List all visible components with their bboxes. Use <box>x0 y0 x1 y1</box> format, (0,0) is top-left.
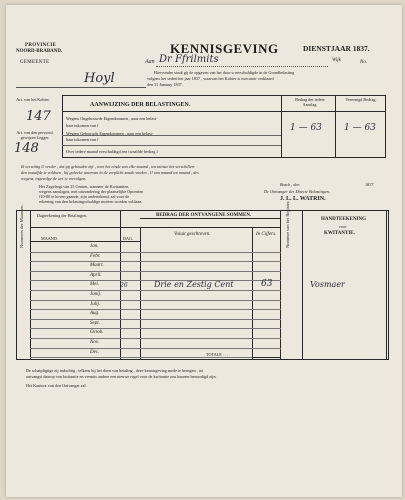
place-year: 1837. <box>365 182 375 187</box>
row-monthly: Over iedere maand verschuldigd een twaalfde bedrag f <box>66 149 158 154</box>
month-label: Nov. <box>90 340 99 345</box>
collector-role: De Ontvanger der Directe Belastingen, <box>264 189 330 194</box>
payment-cents-handwritten: 63 <box>261 279 273 289</box>
province-name: NOORD-BRABAND. <box>16 49 63 54</box>
col-month-label: MAAND. <box>41 236 58 241</box>
service-year: DIENSTJAAR 1837. <box>303 44 370 53</box>
fine-print-line-2: wegens aanslagen, met uitzondering der plaatselijke Opcenten <box>39 189 144 194</box>
place-date: Bosch , den <box>280 182 300 187</box>
row-divider <box>30 357 281 358</box>
payment-words-handwritten: Drie en Zestig Cent <box>154 280 234 289</box>
month-label: Dec. <box>90 349 100 355</box>
col-amounts-title: BEDRAG DER ONTVANGENE SOMMEN. <box>156 213 252 218</box>
row-divider <box>30 309 281 310</box>
fine-print-line-1: Het Zegelregt van 25 Centen, wanneer de Kwitantien, <box>39 184 130 189</box>
payment-day-handwritten: 26 <box>120 282 128 289</box>
row-divider <box>30 328 281 329</box>
municipality-handwritten: Hoyl <box>84 71 115 86</box>
province-label: PROVINCIE <box>25 43 57 48</box>
art-kohier-label: Art. van het Kohier. <box>16 97 50 102</box>
month-label: April. <box>90 272 102 278</box>
collector-signature: Vosmaer <box>310 280 345 289</box>
row-unbuilt-line-2: baar inkomen van f <box>66 123 99 128</box>
row-built-line-1: Wegens Gebouwde Eigendommen , naar een belast- <box>66 131 154 136</box>
art-personal-label: Art. van den persoonl. gewijzen Legger. <box>16 130 54 140</box>
fine-print-line-3: f10-00 te boven gaande, zijn ondertekend, zal voor de <box>39 194 130 199</box>
row-divider <box>30 290 281 291</box>
col-in-figures: In Cijfers. <box>256 232 277 237</box>
addressee-prefix: Aan <box>145 59 155 65</box>
warning-line-1: Ik verwittig U verder , dat gij gehouden zijt , voor het einde van elke maand , ten minste het verschillen- <box>21 164 196 169</box>
assessment-title: AANWIJZING DER BELASTINGEN. <box>90 102 191 108</box>
col-months-num-label: Nummers der Maanden. <box>19 204 24 248</box>
month-label: Julij. <box>90 301 101 307</box>
col-date-label: Dagteekening der Betalingen. <box>37 213 87 218</box>
rate-total-handwritten: 1 — 63 <box>344 123 376 133</box>
rate-amount-handwritten: 1 — 63 <box>290 123 322 133</box>
row-built-line-2: baar inkomen van f <box>66 137 99 142</box>
notice-document <box>6 5 402 497</box>
month-label: Febr. <box>90 253 101 259</box>
row-divider <box>30 319 281 320</box>
row-divider <box>30 261 281 262</box>
month-label: Maart. <box>90 263 104 269</box>
row-divider <box>30 271 281 272</box>
col-signature-of: voor <box>339 224 347 229</box>
month-label: Aug. <box>90 311 100 317</box>
col-register-label: Nommer van het Register. <box>285 200 290 248</box>
wijk-label: Wijk <box>332 58 341 63</box>
fine-print-line-4: rekening van den belastingschuldige moeten worden voldaan. <box>39 199 143 204</box>
addressee-name: Dr Ffrilmits <box>159 54 219 65</box>
footer-line-2: ontvangst daarop van kwitantie en vermits andere een nieuwe regel voor de kwitantie zou kunnen benoodigd zijn. <box>26 374 217 379</box>
kohier-article-number: 147 <box>26 109 51 124</box>
collector-name: J. L. L. WATRIN. <box>280 196 326 202</box>
number-label: No. <box>360 60 368 65</box>
month-label: Jan. <box>90 244 99 249</box>
col-total-label: Vereenigd Bedrag. <box>345 97 377 102</box>
col-amount-label: Bedrag der iedere Aanslag. <box>295 97 325 107</box>
total-label: TOTALE . . . . <box>206 352 231 357</box>
month-label: Junij. <box>90 292 102 297</box>
col-signature-sub: KWITANTIE. <box>324 231 355 236</box>
col-signature-title: HANDTEEKENING <box>321 217 367 222</box>
document-title: KENNISGEVING <box>170 41 279 56</box>
row-divider <box>30 338 281 339</box>
personal-article-number: 148 <box>14 141 39 156</box>
footer-line-1: De schatpligtige zij indachtig , telkens bij het doen van betaling , deze kennisgeving mede te brengen , tot <box>26 368 204 373</box>
month-label: Octob. <box>90 330 104 336</box>
warning-line-3: wegens, ingevolge de wet te vervolgen. <box>21 176 87 181</box>
intro-line-2: volgens het sedert het jaar 1837 , waarvan het Kohier is executoir verklaard <box>147 76 274 81</box>
row-divider <box>30 300 281 301</box>
intro-line-3: den 31 January 1837. <box>147 82 183 87</box>
intro-line-1: Hiervonder vindt gij de opgaven van het door u verschuldigde in de Grondbelasting <box>154 70 295 75</box>
warning-line-2: den twaalfde te voldoen , bij gebreke waarvan in de verplicht zoude vinden , U van maand tot maand , des <box>21 170 199 175</box>
col-full-written: Voluit geschreven. <box>174 232 211 237</box>
row-unbuilt-line-1: Wegens Ongebouwde Eigendommen , naar een belast- <box>66 116 158 121</box>
col-day-label: DAG. <box>123 236 134 241</box>
footer-line-3: Het Kantoor van den Ontvanger zal <box>26 383 86 388</box>
month-label: Sept. <box>90 320 100 326</box>
row-divider <box>30 348 281 349</box>
row-divider <box>30 252 281 253</box>
month-label: Mei. <box>90 282 100 288</box>
municipality-label: GEMEENTE <box>20 60 50 65</box>
